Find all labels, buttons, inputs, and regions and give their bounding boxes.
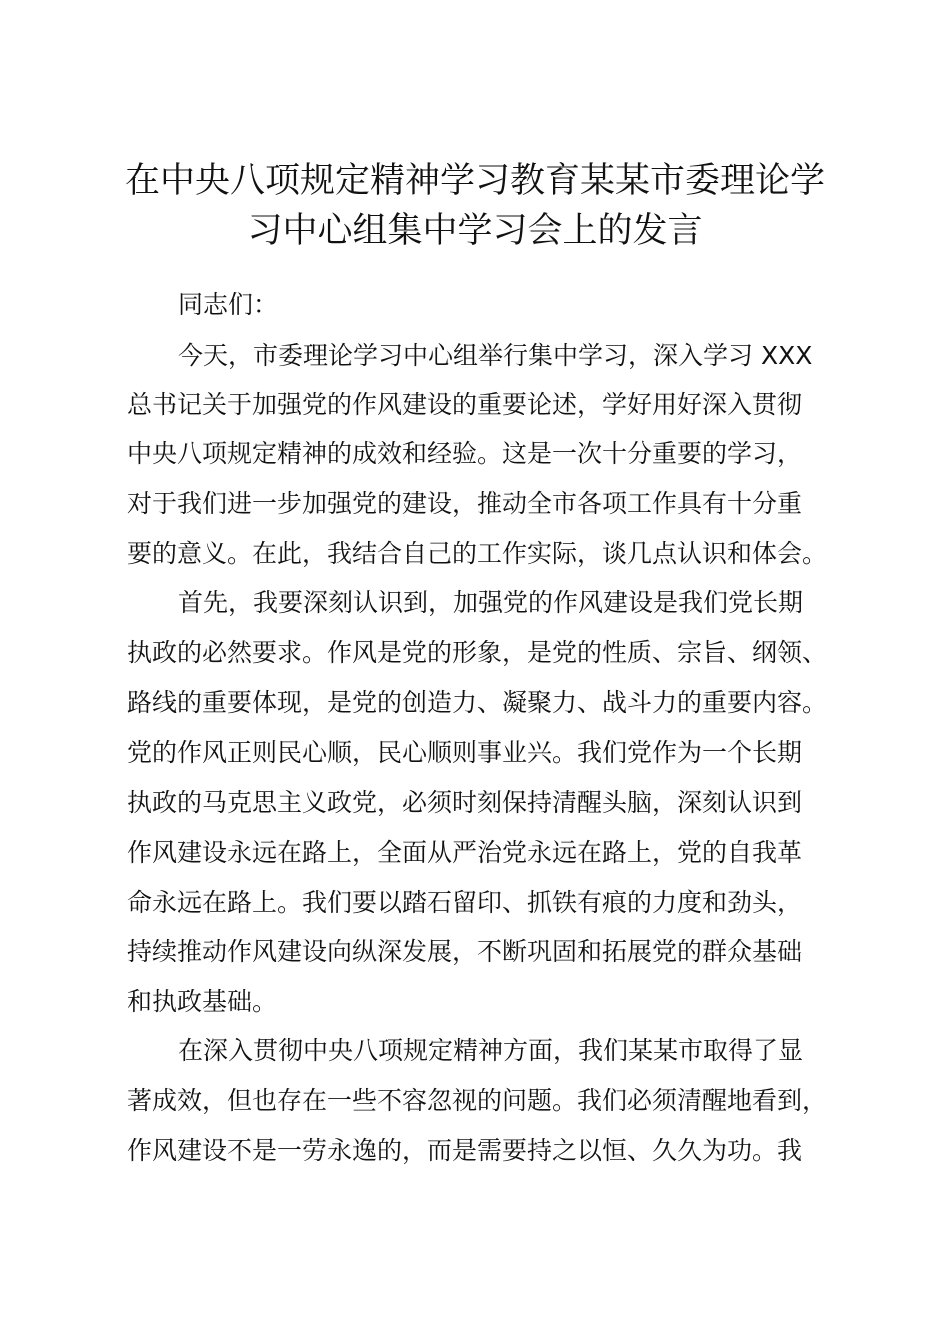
paragraph-1-line-1: 今天，市委理论学习中心组举行集中学习，深入学习 XXX (178, 341, 813, 370)
paragraph-1-line-4: 对于我们进一步加强党的建设，推动全市各项工作具有十分重 (127, 489, 803, 518)
paragraph-2-line-8: 持续推动作风建设向纵深发展，不断巩固和拓展党的群众基础 (127, 937, 803, 966)
paragraph-2-line-2: 执政的必然要求。作风是党的形象，是党的性质、宗旨、纲领、 (127, 638, 828, 667)
paragraph-3-line-3: 作风建设不是一劳永逸的，而是需要持之以恒、久久为功。我 (127, 1136, 803, 1165)
document-title-line-2: 习中心组集中学习会上的发言 (247, 211, 703, 251)
paragraph-2-line-4: 党的作风正则民心顺，民心顺则事业兴。我们党作为一个长期 (127, 738, 803, 767)
salutation: 同志们： (178, 290, 279, 319)
paragraph-1-line-3: 中央八项规定精神的成效和经验。这是一次十分重要的学习， (127, 439, 803, 468)
paragraph-1-line-2: 总书记关于加强党的作风建设的重要论述，学好用好深入贯彻 (127, 390, 803, 419)
paragraph-1-line-5: 要的意义。在此，我结合自己的工作实际，谈几点认识和体会。 (127, 539, 828, 568)
paragraph-2-line-5: 执政的马克思主义政党，必须时刻保持清醒头脑，深刻认识到 (127, 788, 803, 817)
paragraph-2-line-6: 作风建设永远在路上，全面从严治党永远在路上，党的自我革 (127, 838, 803, 867)
paragraph-3-line-1: 在深入贯彻中央八项规定精神方面，我们某某市取得了显 (178, 1036, 804, 1065)
document-title-line-1: 在中央八项规定精神学习教育某某市委理论学 (124, 161, 825, 201)
paragraph-2-line-9: 和执政基础。 (127, 987, 278, 1016)
paragraph-3-line-2: 著成效，但也存在一些不容忽视的问题。我们必须清醒地看到， (127, 1086, 828, 1115)
paragraph-2-line-1: 首先，我要深刻认识到，加强党的作风建设是我们党长期 (178, 588, 804, 617)
paragraph-2-line-3: 路线的重要体现，是党的创造力、凝聚力、战斗力的重要内容。 (127, 688, 828, 717)
paragraph-2-line-7: 命永远在路上。我们要以踏石留印、抓铁有痕的力度和劲头， (127, 888, 803, 917)
